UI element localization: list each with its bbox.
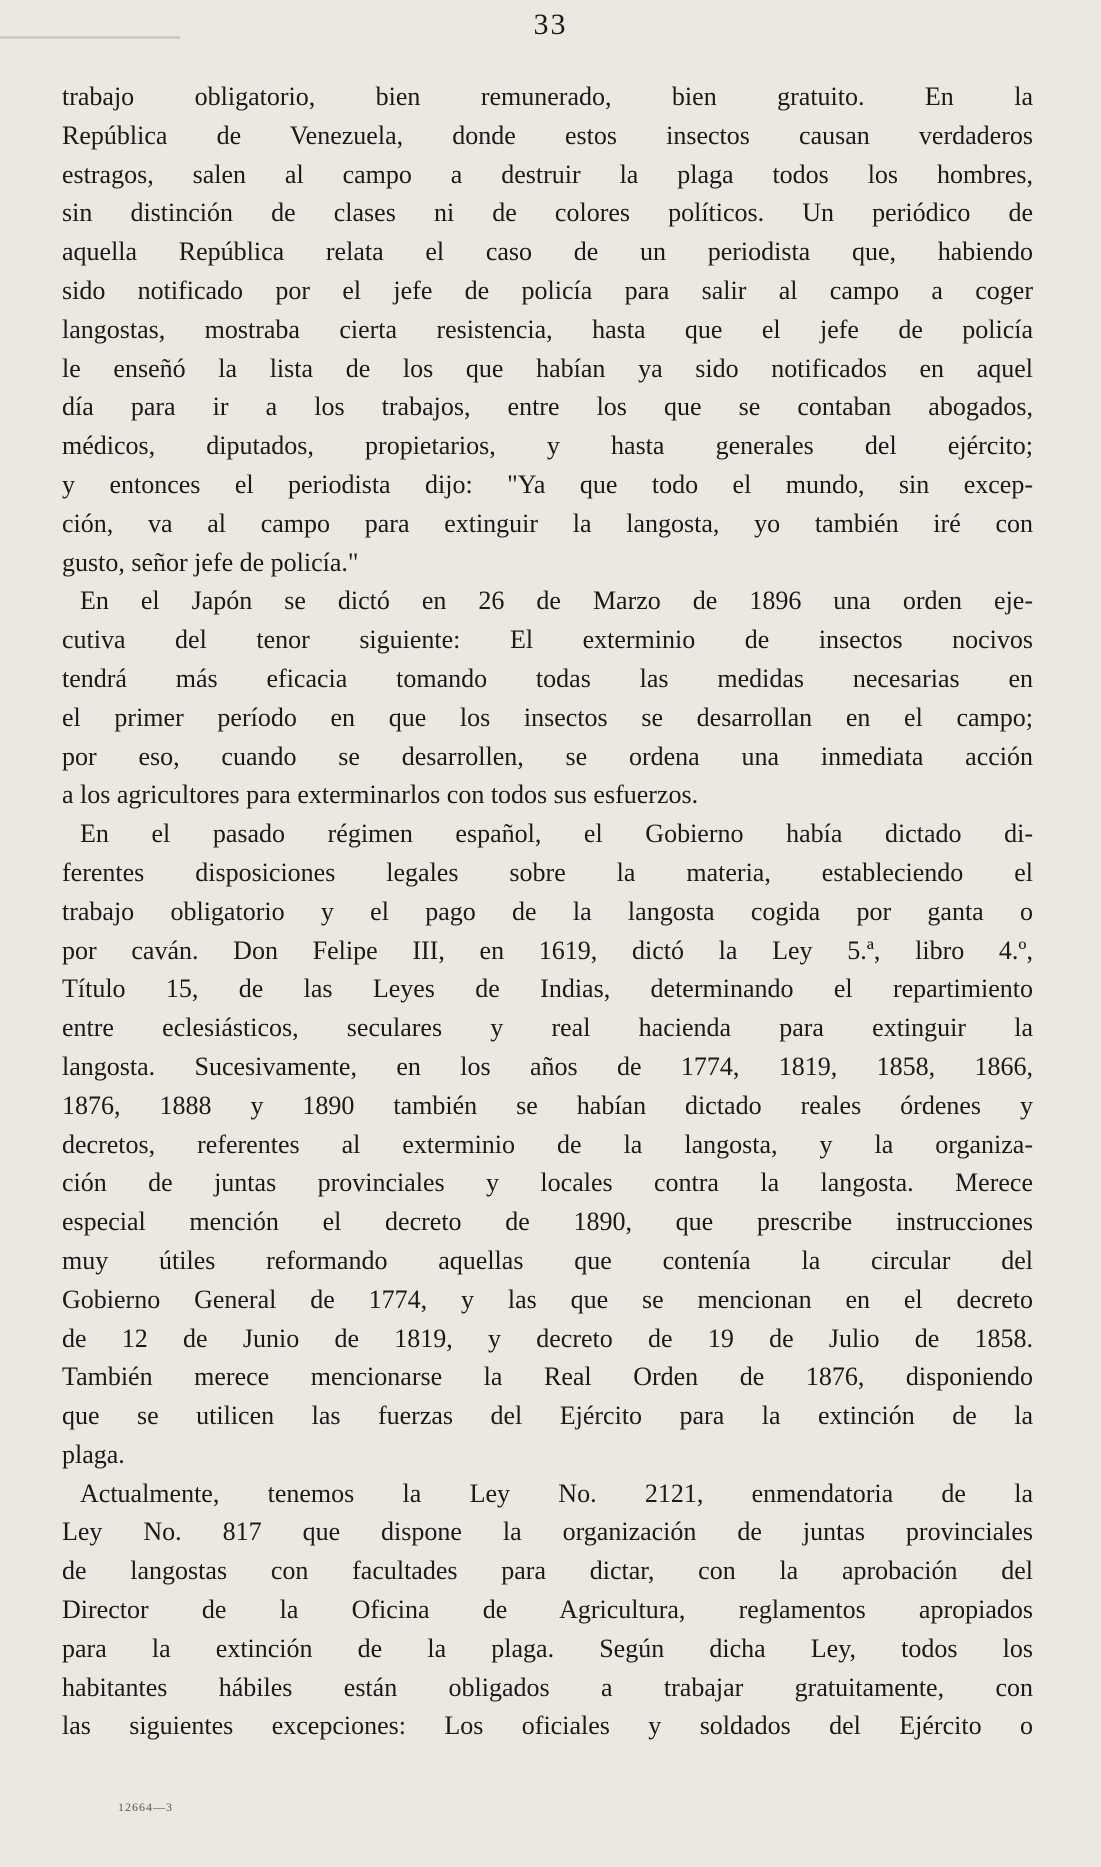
text-line: langosta. Sucesivamente, en los años de 1774, 1819, 1858, 1866, xyxy=(62,1051,1033,1081)
text-line: le enseñó la lista de los que habían ya sido notificados en aquel xyxy=(62,353,1033,383)
text-line: sido notificado por el jefe de policía para salir al campo a coger xyxy=(62,275,1033,305)
text-line: estragos, salen al campo a destruir la plaga todos los hombres, xyxy=(62,159,1033,189)
text-line: plaga. xyxy=(62,1439,125,1469)
text-line: Título 15, de las Leyes de Indias, determinando el repartimiento xyxy=(62,974,1033,1004)
text-line: a los agricultores para exterminarlos con todos sus esfuerzos. xyxy=(62,780,699,810)
text-line: En el pasado régimen español, el Gobierno había dictado di- xyxy=(80,819,1033,849)
text-line: Ley No. 817 que dispone la organización de juntas provinciales xyxy=(62,1517,1033,1547)
text-line: el primer período en que los insectos se desarrollan en el campo; xyxy=(62,702,1033,732)
text-line: ferentes disposiciones legales sobre la materia, estableciendo el xyxy=(62,857,1033,887)
text-line: muy útiles reformando aquellas que contenía la circular del xyxy=(62,1245,1033,1275)
text-line: cutiva del tenor siguiente: El exterminio de insectos nocivos xyxy=(62,625,1033,655)
text-line: trabajo obligatorio, bien remunerado, bien gratuito. En la xyxy=(62,82,1033,111)
text-line: habitantes hábiles están obligados a trabajar gratuitamente, con xyxy=(62,1672,1033,1702)
text-line: República de Venezuela, donde estos insectos causan verdaderos xyxy=(62,120,1033,150)
body-text xyxy=(62,78,1033,1746)
text-line: día para ir a los trabajos, entre los que se contaban abogados, xyxy=(62,392,1033,422)
text-line: Gobierno General de 1774, y las que se mencionan en el decreto xyxy=(62,1284,1033,1314)
printer-signature-mark: 12664—3 xyxy=(118,1800,173,1814)
text-line: de langostas con facultades para dictar, con la aprobación del xyxy=(62,1556,1033,1586)
text-line: trabajo obligatorio y el pago de la langosta cogida por ganta o xyxy=(62,896,1033,926)
text-line: médicos, diputados, propietarios, y hasta generales del ejército; xyxy=(62,431,1033,461)
text-line: que se utilicen las fuerzas del Ejército para la extinción de la xyxy=(62,1401,1033,1431)
text-line: entre eclesiásticos, seculares y real hacienda para extinguir la xyxy=(62,1013,1033,1043)
page-number: 33 xyxy=(533,8,568,41)
text-line: aquella República relata el caso de un periodista que, habiendo xyxy=(62,237,1033,267)
text-line: las siguientes excepciones: Los oficiales y soldados del Ejército o xyxy=(62,1711,1033,1741)
text-line: de 12 de Junio de 1819, y decreto de 19 de Julio de 1858. xyxy=(62,1323,1033,1353)
text-line: ción de juntas provinciales y locales contra la langosta. Merece xyxy=(62,1168,1033,1198)
text-line: ción, va al campo para extinguir la langosta, yo también iré con xyxy=(62,508,1033,538)
text-line: En el Japón se dictó en 26 de Marzo de 1896 una orden eje- xyxy=(80,586,1033,616)
text-line: por caván. Don Felipe III, en 1619, dictó la Ley 5.ª, libro 4.º, xyxy=(62,935,1033,965)
text-line: También merece mencionarse la Real Orden de 1876, disponiendo xyxy=(62,1362,1033,1392)
text-line: especial mención el decreto de 1890, que prescribe instrucciones xyxy=(62,1207,1033,1237)
text-line: Director de la Oficina de Agricultura, reglamentos apropiados xyxy=(62,1595,1033,1625)
text-line: y entonces el periodista dijo: "Ya que todo el mundo, sin excep- xyxy=(62,469,1033,499)
text-line: tendrá más eficacia tomando todas las medidas necesarias en xyxy=(62,663,1033,693)
text-line: por eso, cuando se desarrollen, se ordena una inmediata acción xyxy=(62,741,1033,771)
text-line: para la extinción de la plaga. Según dicha Ley, todos los xyxy=(62,1633,1033,1663)
text-line: langostas, mostraba cierta resistencia, hasta que el jefe de policía xyxy=(62,314,1033,344)
text-line: sin distinción de clases ni de colores políticos. Un periódico de xyxy=(62,198,1033,228)
text-line: Actualmente, tenemos la Ley No. 2121, enmendatoria de la xyxy=(80,1478,1033,1508)
text-line: 1876, 1888 y 1890 también se habían dictado reales órdenes y xyxy=(62,1090,1033,1120)
text-line: decretos, referentes al exterminio de la langosta, y la organiza- xyxy=(62,1129,1033,1159)
text-line: gusto, señor jefe de policía." xyxy=(62,547,359,577)
